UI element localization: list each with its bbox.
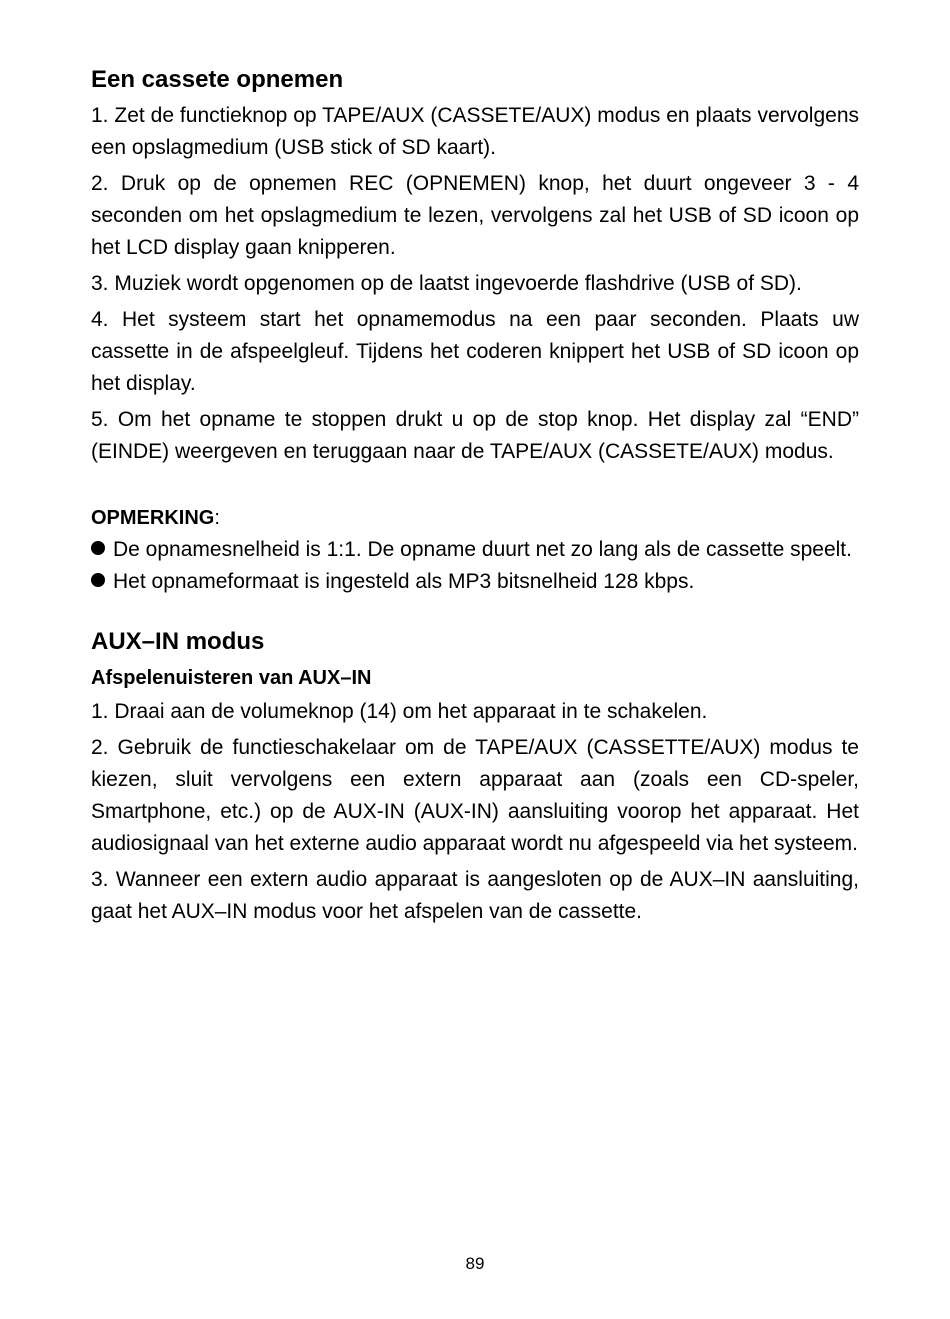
note-bullet-2: [91, 566, 859, 598]
note-bullet-1: [91, 534, 859, 566]
recording-step-1: 1. Zet de functieknop op TAPE/AUX (CASSETE/AUX) modus en plaats vervolgens een opslagmedium (USB stick of SD kaart).: [91, 104, 859, 159]
recording-step-3: 3. Muziek wordt opgenomen op de laatst ingevoerde flashdrive (USB of SD).: [91, 272, 802, 295]
note-bullet-text-2: Het opnameformaat is ingesteld als MP3 bitsnelheid 128 kbps.: [113, 570, 695, 593]
note-label: OPMERKING: [91, 507, 215, 529]
section-title-aux: AUX–IN modus: [91, 628, 265, 655]
document-page: [91, 62, 859, 932]
aux-step-1: 1. Draai aan de volumeknop (14) om het apparaat in te schakelen.: [91, 700, 708, 723]
page-number: 89: [465, 1254, 485, 1273]
bullet-icon: [91, 573, 105, 587]
note-heading: [91, 502, 859, 534]
section-title-recording: Een cassete opnemen: [91, 66, 344, 93]
note-bullet-text-1: De opnamesnelheid is 1:1. De opname duurt net zo lang als de cassette speelt.: [113, 538, 852, 561]
recording-step-5: 5. Om het opname te stoppen drukt u op de stop knop. Het display zal “END” (EINDE) weergeven en teruggaan naar de TAPE/AUX (CASSETE/AUX) modus.: [91, 408, 859, 463]
aux-step-3: 3. Wanneer een extern audio apparaat is aangesloten op de AUX–IN aansluiting, gaat het AUX–IN modus voor het afspelen van de cassette.: [91, 868, 859, 923]
section-subtitle-aux: Afspelenuisteren van AUX–IN: [91, 667, 372, 689]
aux-step-2: 2. Gebruik de functieschakelaar om de TAPE/AUX (CASSETTE/AUX) modus te kiezen, sluit vervolgens een extern apparaat aan (zoals een CD-speler, Smartphone, etc.) op de AUX-IN (AUX-IN) aansluiting voorop het apparaat. Het audiosignaal van het externe audio apparaat wordt nu afgespeeld via het systeem.: [91, 736, 859, 855]
recording-step-4: 4. Het systeem start het opnamemodus na een paar seconden. Plaats uw cassette in de afspeelgleuf. Tijdens het coderen knippert het USB of SD icoon op het display.: [91, 308, 859, 395]
bullet-icon: [91, 541, 105, 555]
recording-step-2: 2. Druk op de opnemen REC (OPNEMEN) knop, het duurt ongeveer 3 - 4 seconden om het opslagmedium te lezen, vervolgens zal het USB of SD icoon op het LCD display gaan knipperen.: [91, 172, 859, 259]
note-colon: :: [214, 507, 220, 529]
